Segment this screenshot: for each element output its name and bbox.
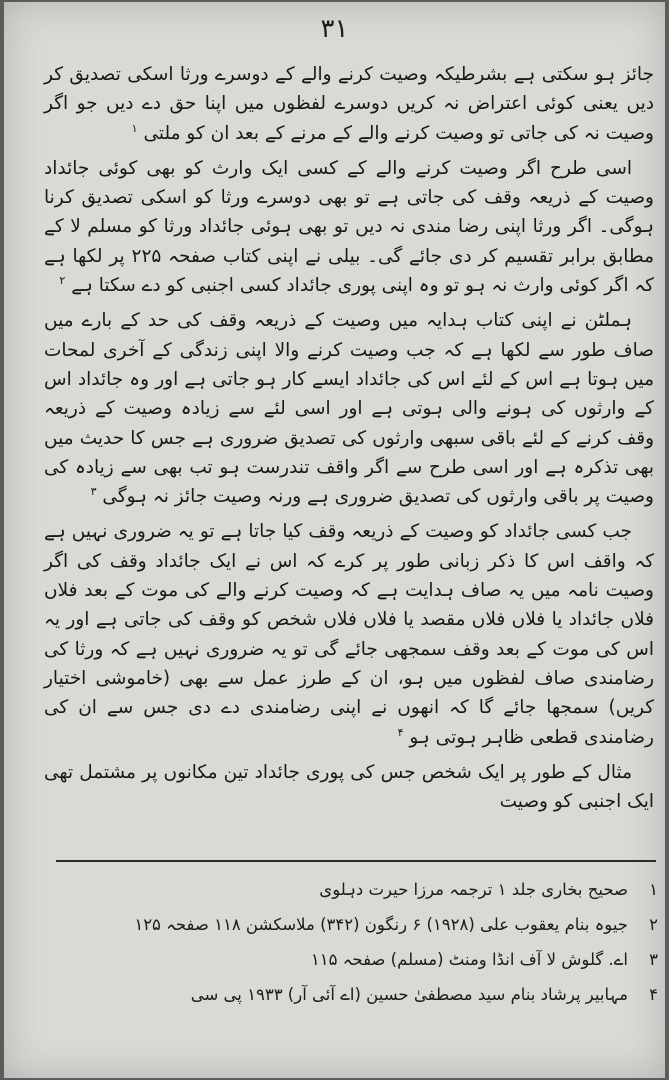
paragraph-4 bbox=[44, 517, 654, 751]
paragraph-2-text: اسی طرح اگر وصیت کرنے والے کے کسی ایک وارث کو بھی کوئی جائداد وصیت کے ذریعہ وقف کی جاتی ہے تو بھی دوسرے ورثا کو اسکی تصدیق کرنا ہوگی۔ اگر ورثا اپنی رضا مندی نہ دیں تو بھی ہوئی جائداد ورثا کو مسلم لا کے مطابق برابر تقسیم کر دی جائے گی۔ بیلی نے اپنی کتاب صفحہ ۲۲۵ پر لکھا ہے کہ اگر کوئی وارث نہ ہو تو وہ اپنی پوری جائداد کسی اجنبی کو دے سکتا ہے bbox=[44, 157, 654, 297]
footnote-4-text: مہابیر پرشاد بنام سید مصطفیٰ حسین (اے آئی آر) ۱۹۳۳ پی سی bbox=[190, 985, 628, 1004]
footnote-2 bbox=[56, 907, 658, 942]
paragraph-3-text: ہملٹن نے اپنی کتاب ہدایہ میں وصیت کے ذریعہ وقف کی حد کے بارے میں صاف طور سے لکھا ہے کہ جب وصیت کرنے والا اپنی زندگی کے آخری لمحات میں ہوتا ہے اس کے لئے اس کی جائداد ایسے کار ہو جاتی ہے اور وہ جائداد اس کے وارثوں کی ہونے والی ہوتی ہے اور اسی لئے سے زیادہ وصیت کے ذریعہ وقف کرنے کے لئے باقی سبھی وارثوں کی تصدیق ضروری ہے جس کا حدیث میں بھی تذکرہ ہے اور اسی طرح سے اگر واقف تندرست ہو تب بھی سے زیادہ کی وصیت پر باقی وارثوں کی تصدیق ضروری ہے ورنہ وصیت جائز نہ ہوگی bbox=[44, 310, 654, 508]
paragraph-1 bbox=[44, 60, 654, 148]
body-text bbox=[44, 60, 654, 822]
footnote-4 bbox=[56, 977, 658, 1012]
footnote-ref-3: ۳ bbox=[90, 485, 97, 498]
paragraph-1-text: جائز ہو سکتی ہے بشرطیکہ وصیت کرنے والے کے دوسرے ورثا اسکی تصدیق کر دیں یعنی کوئی اعتراض نہ کریں دوسرے لفظوں میں اپنا حق دے دیں جو اگر وصیت نہ کی جاتی تو وصیت کرنے والے کے مرنے کے بعد ان کو ملتی bbox=[44, 64, 654, 144]
page-number: ۳۱ bbox=[320, 14, 349, 44]
footnote-ref-2: ۲ bbox=[59, 273, 66, 287]
footnote-3 bbox=[56, 942, 658, 977]
footnote-ref-4: ۴ bbox=[397, 725, 404, 739]
paragraph-4-text: جب کسی جائداد کو وصیت کے ذریعہ وقف کیا جاتا ہے تو یہ ضروری نہیں ہے کہ واقف اس کا ذکر زبانی طور پر کرے کہ اس نے ایک جائداد وقف کی اگر وصیت نامہ میں یہ صاف ہدایت ہے کہ وصیت کرنے والے کی موت کے بعد فلاں فلاں جائداد یا فلاں فلاں مقصد یا فلاں فلاں شخص کو وقف کی جاتی ہے اور یہ اس کی موت کے بعد وقف سمجھی جائے گی تو یہ ضروری نہیں ہے کہ ورثا کی رضامندی صاف لفظوں میں ہو، ان کے طرز عمل سے بھی (خاموشی اختیار کریں) سمجھا جائے گا کہ انھوں نے اپنی رضامندی دے دی جس سے ان کی رضامندی قطعی ظاہر ہوتی ہو bbox=[44, 521, 654, 748]
footnote-divider bbox=[56, 860, 656, 862]
footnote-4-mark: ۴ bbox=[649, 985, 658, 1004]
footnote-3-text: اے. گلوش لا آف انڈا ومنٹ (مسلم) صفحہ ۱۱۵ bbox=[310, 950, 628, 969]
footnote-3-mark: ۳ bbox=[649, 950, 658, 969]
footnote-1 bbox=[56, 872, 658, 907]
paragraph-3 bbox=[44, 306, 654, 511]
footnote-1-text: صحیح بخاری جلد ۱ ترجمہ مرزا حیرت دہلوی bbox=[319, 880, 628, 899]
paragraph-5-text: مثال کے طور پر ایک شخص جس کی پوری جائداد تین مکانوں پر مشتمل تھی ایک اجنبی کو وصیت bbox=[44, 761, 654, 813]
footnote-1-mark: ۱ bbox=[649, 880, 658, 899]
footnotes bbox=[56, 872, 658, 1012]
paragraph-5 bbox=[44, 758, 654, 817]
paragraph-2 bbox=[44, 154, 654, 300]
footnote-ref-1: ۱ bbox=[131, 121, 138, 135]
footnote-2-text: جیوہ بنام یعقوب علی (۱۹۲۸) ۶ رنگون (۳۴۲) ملاسکشن ۱۱۸ صفحہ ۱۲۵ bbox=[134, 915, 628, 934]
footnote-2-mark: ۲ bbox=[649, 915, 658, 934]
